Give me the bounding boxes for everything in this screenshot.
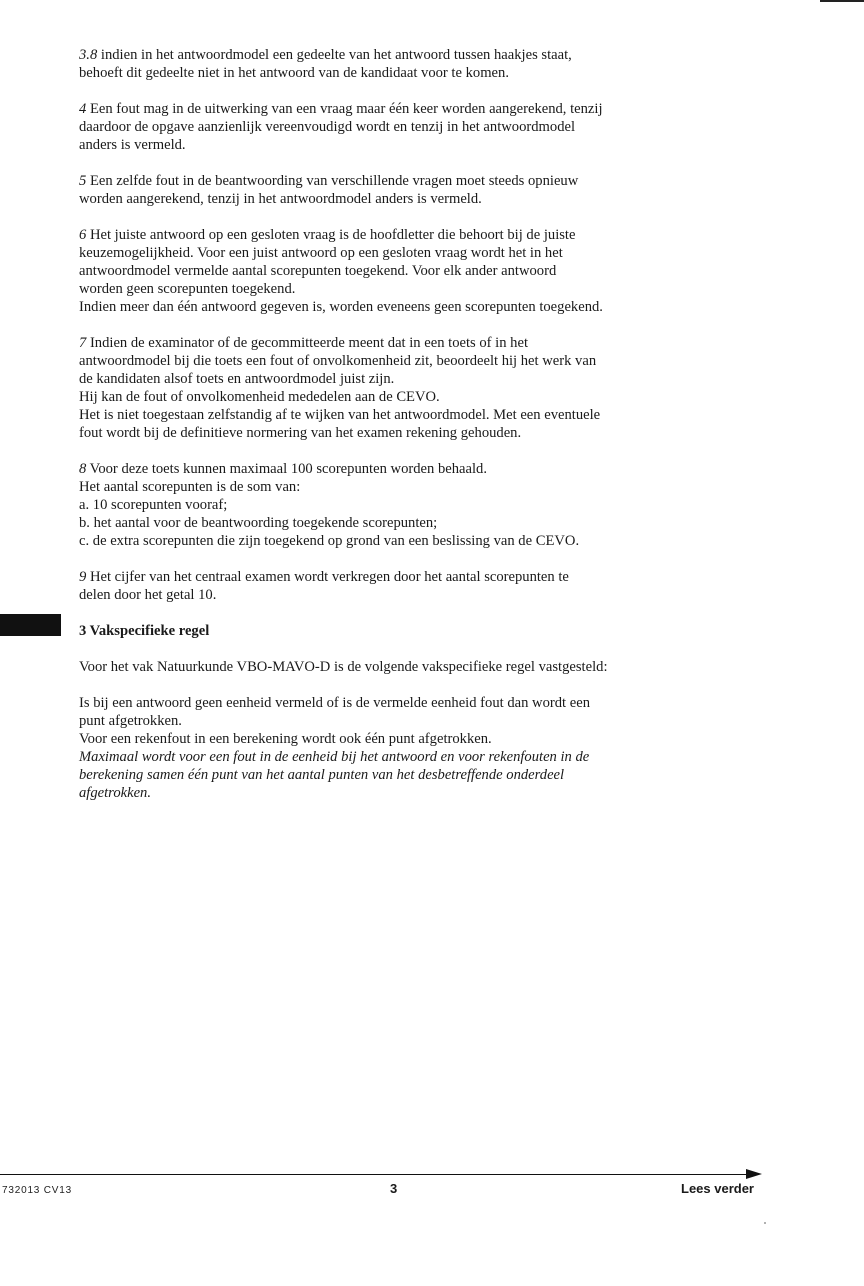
rule-line: worden aangerekend, tenzij in het antwoordmodel anders is vermeld. (79, 191, 482, 207)
rule-line: 7 Indien de examinator of de gecommitteerde meent dat in een toets of in het (79, 335, 529, 351)
section-rule-italic-line: Maximaal wordt voor een fout in de eenheid bij het antwoord en voor rekenfouten in de (79, 749, 590, 765)
section-rule-line: Voor een rekenfout in een berekening wordt ook één punt afgetrokken. (79, 731, 492, 747)
rule-line: anders is vermeld. (79, 137, 186, 153)
rule-number: 8 (79, 461, 87, 477)
rule-number: 5 (79, 173, 87, 189)
rule-number: 3.8 (79, 47, 98, 63)
rule-line: antwoordmodel bij die toets een fout of onvolkomenheid zit, beoordeelt hij het werk van (79, 353, 597, 369)
section-rule-line: Is bij een antwoord geen eenheid vermeld of is de vermelde eenheid fout dan wordt een (79, 695, 590, 711)
rule-line: worden geen scorepunten toegekend. (79, 281, 296, 297)
rule-4 (79, 100, 689, 154)
rule-line: 3.8 indien in het antwoordmodel een gedeelte van het antwoord tussen haakjes staat, (79, 47, 572, 63)
footer-page-number: 3 (390, 1181, 398, 1196)
rule-number: 9 (79, 569, 87, 585)
rule-number: 7 (79, 335, 87, 351)
rule-line: fout wordt bij de definitieve normering van het examen rekening gehouden. (79, 425, 522, 441)
section-intro: Voor het vak Natuurkunde VBO-MAVO-D is de volgende vakspecifieke regel vastgesteld: (79, 659, 608, 675)
rule-8 (79, 460, 689, 550)
rule-9 (79, 568, 689, 604)
rule-line: delen door het getal 10. (79, 587, 217, 603)
rule-line: antwoordmodel vermelde aantal scorepunten toegekend. Voor elk ander antwoord (79, 263, 557, 279)
rule-line: 9 Het cijfer van het centraal examen wordt verkregen door het aantal scorepunten te (79, 569, 569, 585)
rule-line: 6 Het juiste antwoord op een gesloten vraag is de hoofdletter die behoort bij de juiste (79, 227, 576, 243)
page-footer (0, 1164, 864, 1204)
footer-continue-label: Lees verder (681, 1181, 754, 1196)
rule-line: Het is niet toegestaan zelfstandig af te wijken van het antwoordmodel. Met een eventuele (79, 407, 601, 423)
rule-line: Hij kan de fout of onvolkomenheid mededelen aan de CEVO. (79, 389, 440, 405)
rule-line: 5 Een zelfde fout in de beantwoording van verschillende vragen moet steeds opnieuw (79, 173, 579, 189)
rule-line: a. 10 scorepunten vooraf; (79, 497, 228, 513)
document-body (79, 46, 689, 820)
scan-speck (764, 1222, 766, 1224)
footer-rule (0, 1174, 752, 1175)
top-corner-rule (820, 0, 864, 2)
rule-3-8 (79, 46, 689, 82)
rule-line: 4 Een fout mag in de uitwerking van een vraag maar één keer worden aangerekend, tenzij (79, 101, 603, 117)
rule-line: Het aantal scorepunten is de som van: (79, 479, 301, 495)
section-rule-line: punt afgetrokken. (79, 713, 182, 729)
rule-line: de kandidaten alsof toets en antwoordmodel juist zijn. (79, 371, 395, 387)
rule-number: 6 (79, 227, 87, 243)
section-rule (79, 694, 689, 802)
rule-line: b. het aantal voor de beantwoording toegekende scorepunten; (79, 515, 438, 531)
rule-line: Indien meer dan één antwoord gegeven is, worden eveneens geen scorepunten toegekend. (79, 299, 603, 315)
rule-line: daardoor de opgave aanzienlijk vereenvoudigd wordt en tenzij in het antwoordmodel (79, 119, 576, 135)
rule-line: 8 Voor deze toets kunnen maximaal 100 scorepunten worden behaald. (79, 461, 487, 477)
rule-5 (79, 172, 689, 208)
rule-6 (79, 226, 689, 316)
footer-exam-code: 732013 CV13 (2, 1185, 72, 1196)
rule-line: behoeft dit gedeelte niet in het antwoord van de kandidaat voor te komen. (79, 65, 509, 81)
arrow-right-icon (746, 1169, 762, 1179)
rule-number: 4 (79, 101, 87, 117)
section-rule-italic-line: berekening samen één punt van het aantal punten van het desbetreffende onderdeel (79, 767, 565, 783)
section-rule-italic-line: afgetrokken. (79, 785, 151, 801)
rule-line: c. de extra scorepunten die zijn toegekend op grond van een beslissing van de CEVO. (79, 533, 580, 549)
section-heading: 3 Vakspecifieke regel (79, 623, 210, 639)
rule-line: keuzemogelijkheid. Voor een juist antwoord op een gesloten vraag wordt het in het (79, 245, 563, 261)
rule-7 (79, 334, 689, 442)
section-marker-bar (0, 614, 61, 636)
